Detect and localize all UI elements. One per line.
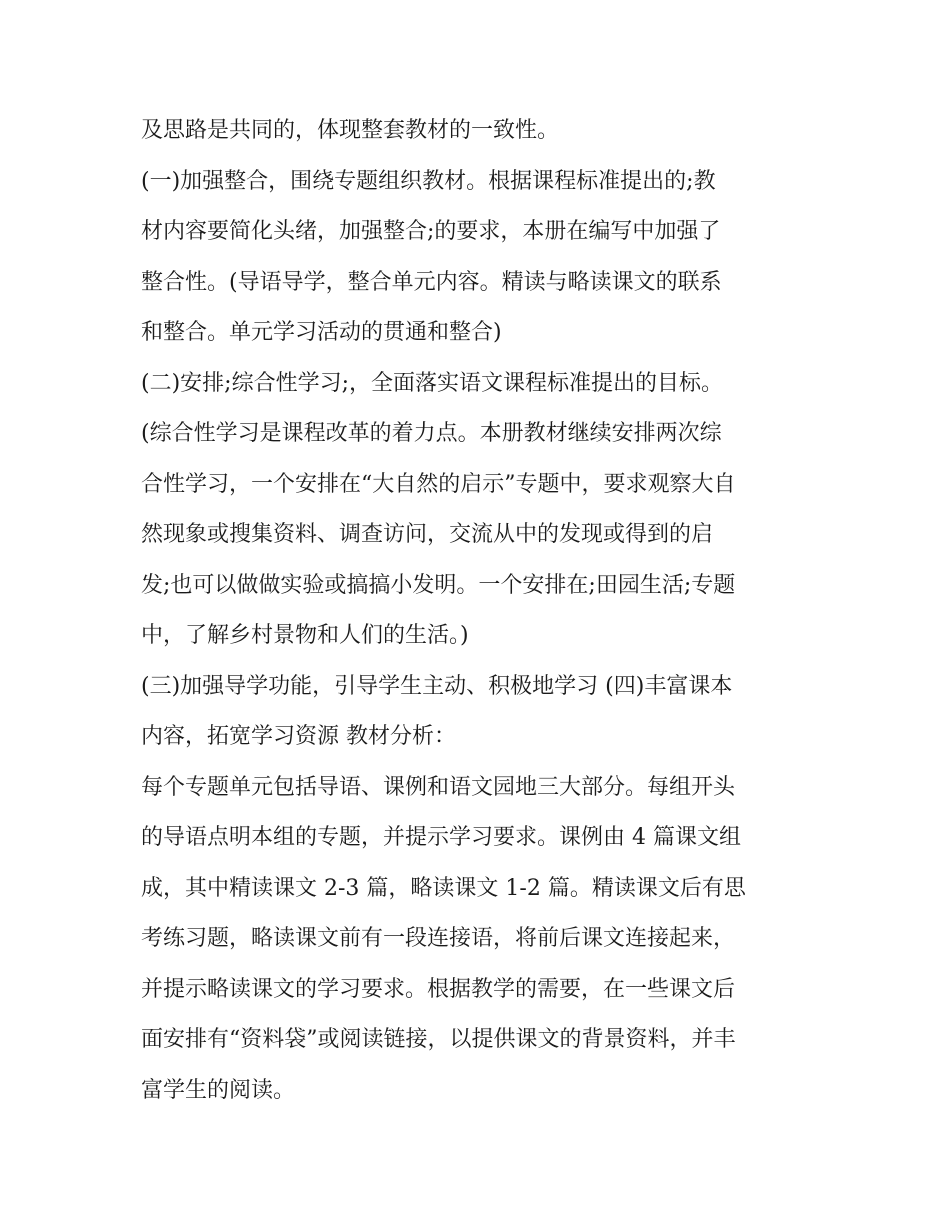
text-line: 考练习题，略读课文前有一段连接语，将前后课文连接起来， [141, 926, 736, 951]
text-line: 整合性。(导语导学，整合单元内容。精读与略读课文的联系 [141, 269, 722, 295]
text-line: 富学生的阅读。 [141, 1077, 296, 1103]
text-line: 成，其中精读课文 2-3 篇，略读课文 1-2 篇。精读课文后有思 [141, 875, 746, 901]
text-line: (二)安排;综合性学习;，全面落实语文课程标准提出的目标。 [141, 370, 723, 396]
text-line: 材内容要简化头绪，加强整合;的要求，本册在编写中加强了 [141, 219, 721, 244]
body-text [141, 106, 821, 1116]
text-line: 并提示略读课文的学习要求。根据教学的需要，在一些课文后 [141, 976, 736, 1002]
text-line: 中，了解乡村景物和人们的生活。) [141, 623, 469, 648]
text-line: 和整合。单元学习活动的贯通和整合) [141, 320, 502, 345]
text-line: 面安排有“资料袋”或阅读链接，以提供课文的背景资料，并丰 [141, 1027, 736, 1052]
text-line: (三)加强导学功能，引导学生主动、积极地学习 (四)丰富课本 [141, 673, 733, 699]
text-line: 然现象或搜集资料、调查访问，交流从中的发现或得到的启 [141, 522, 714, 547]
text-line: 的导语点明本组的专题，并提示学习要求。课例由 4 篇课文组 [141, 825, 741, 850]
text-line: (一)加强整合，围绕专题组织教材。根据课程标准提出的;教 [141, 168, 716, 194]
text-line: 发;也可以做做实验或搞搞小发明。一个安排在;田园生活;专题 [141, 572, 736, 598]
text-line: 内容，拓宽学习资源 教材分析： [141, 724, 456, 749]
text-line: 每个专题单元包括导语、课例和语文园地三大部分。每组开头 [141, 774, 736, 800]
text-line: 合性学习，一个安排在“大自然的启示”专题中，要求观察大自 [141, 471, 736, 497]
text-line: 及思路是共同的，体现整套教材的一致性。 [141, 118, 560, 143]
text-line: (综合性学习是课程改革的着力点。本册教材继续安排两次综 [141, 421, 722, 446]
